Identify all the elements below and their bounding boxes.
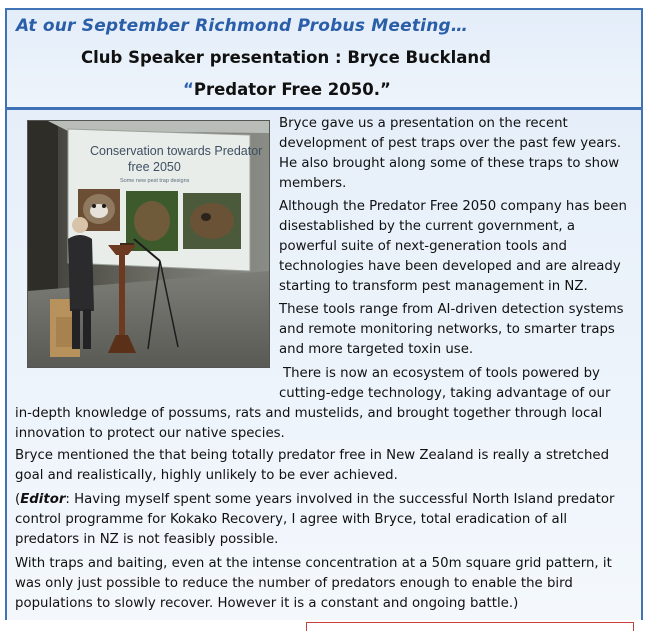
speaker-prefix: Club Speaker presentation : <box>81 48 342 67</box>
paragraph-5: Bryce mentioned the that being totally predator free in New Zealand is really a stretched goal and realistically, highly unlikely to be ever achieved. <box>15 448 610 483</box>
slide-title-line2: free 2050 <box>128 160 181 174</box>
header-box <box>5 8 643 109</box>
slide-subtitle: Some new pest trap designs <box>120 178 190 184</box>
editor-label: Editor <box>20 492 66 507</box>
talk-close-quote: ” <box>380 80 391 99</box>
talk-title-text: Predator Free 2050. <box>193 80 380 99</box>
paragraph-1: Bryce gave us a presentation on the recent development of pest traps over the past few years. He also brought along some of these traps to show members. <box>279 116 622 191</box>
paragraph-7: With traps and baiting, even at the intense concentration at a 50m square grid pattern, it was only just possible to reduce the number of predators enough to enable the bird populations to slowly recover. However it is a constant and ongoing battle.) <box>15 556 612 611</box>
talk-title <box>183 80 391 99</box>
talk-open-quote: “ <box>183 80 194 99</box>
editor-note-text: : Having myself spent some years involved in the successful North Island predator control programme for Kokako Recovery, I agree with Bryce, total eradication of all predators in NZ is not feasibly possible. <box>15 492 615 547</box>
paragraph-6-editor-note <box>15 490 627 550</box>
paragraph-3: These tools range from AI-driven detection systems and remote monitoring networks, to smarter traps and more targeted toxin use. <box>279 302 624 357</box>
editor-note-open-paren: ( <box>15 492 21 507</box>
slide-title-line1: Conservation towards Predator <box>90 144 263 158</box>
meeting-title: At our September Richmond Probus Meeting… <box>16 16 469 36</box>
paragraph-4-part-1: There is now an ecosystem of tools powered by cutting-edge technology, taking advantage of our <box>279 366 611 401</box>
speaker-name: Bryce Buckland <box>347 48 491 67</box>
speaker-photo <box>27 120 270 368</box>
speaker-photo-illustration <box>28 121 269 367</box>
paragraph-2: Although the Predator Free 2050 company has been disestablished by the current government, a powerful suite of next-generation tools and technologies have been developed and are already starting to transform pest management in NZ. <box>279 199 627 294</box>
speaker-line <box>81 48 491 67</box>
paragraph-4-part-2: in-depth knowledge of possums, rats and mustelids, and brought together through local innovation to protect our native species. <box>15 406 603 441</box>
